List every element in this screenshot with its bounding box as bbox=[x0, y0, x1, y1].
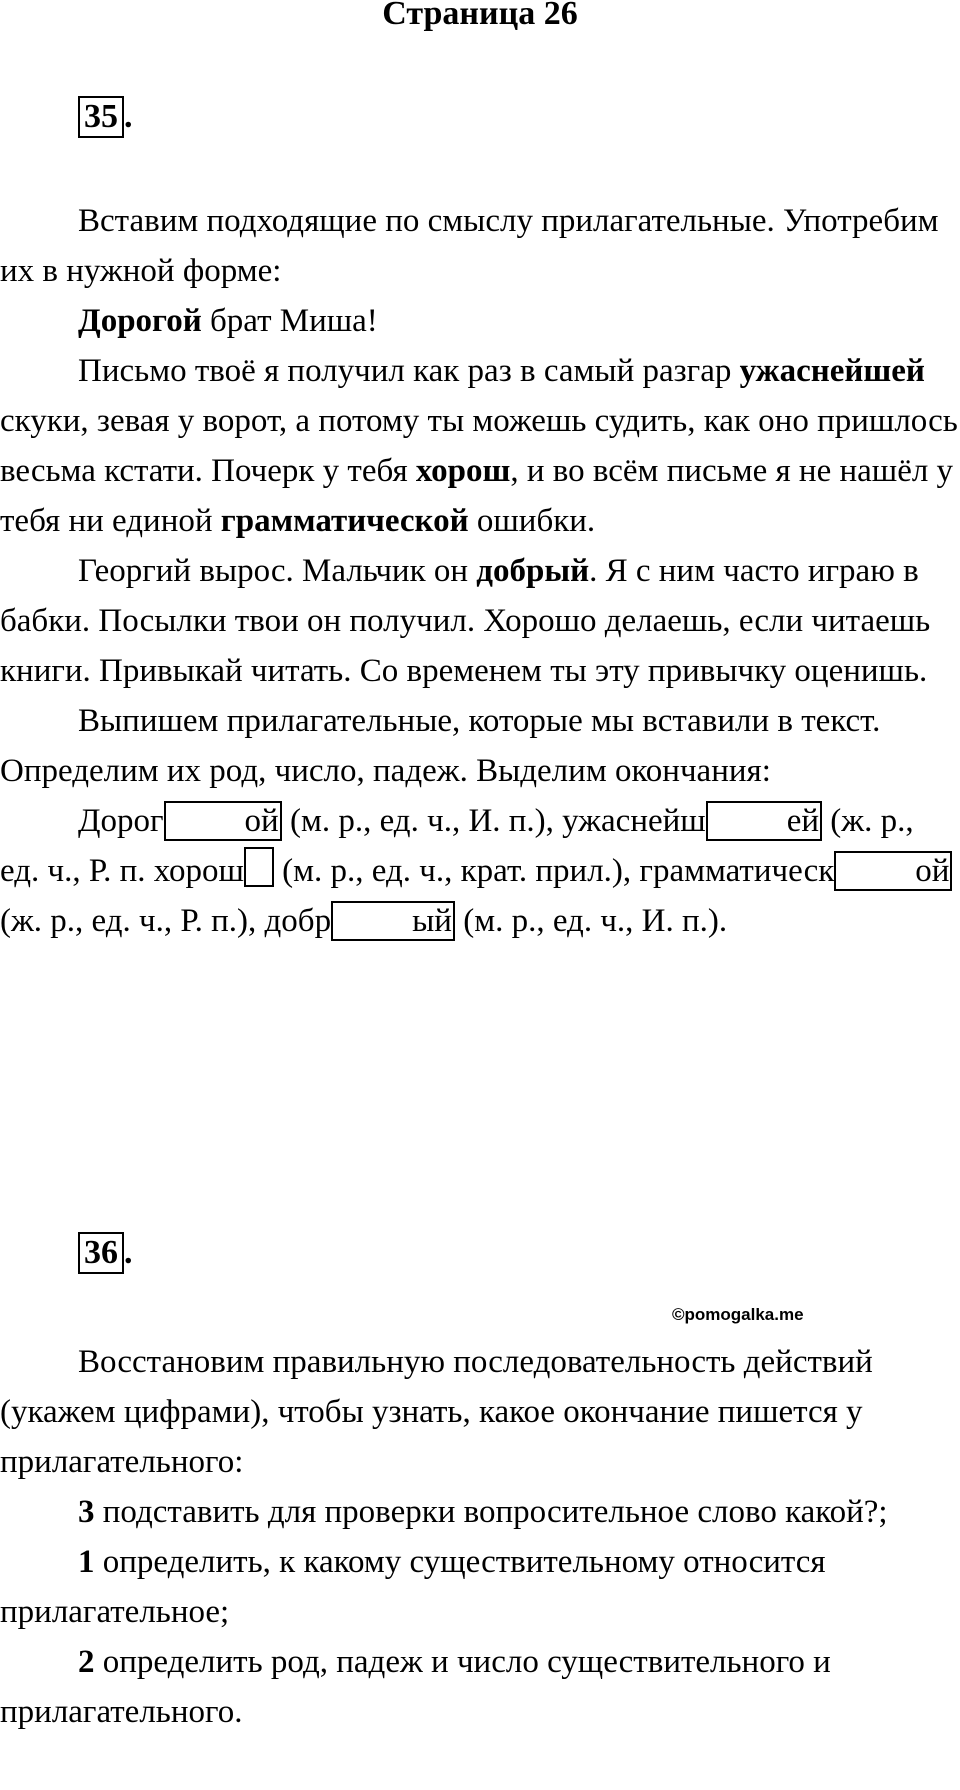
adjective-3: грамматической bbox=[220, 503, 469, 539]
adjective-4: добрый bbox=[476, 553, 590, 589]
task-number-35 bbox=[78, 96, 133, 138]
adjective-2: хорош bbox=[415, 453, 511, 489]
adjectives-analysis bbox=[0, 796, 958, 946]
greeting-adjective: Дорогой bbox=[78, 303, 202, 339]
step-text: определить, к какому существительному относится прилагательное; bbox=[0, 1544, 826, 1630]
text-span: ошибки. bbox=[468, 503, 596, 539]
grammar-info: (м. р., ед. ч., крат. прил.), bbox=[273, 853, 640, 889]
text-span: , и во всём письме я не нашёл у тебя ни единой bbox=[0, 453, 954, 539]
adjective-1: ужаснейшей bbox=[739, 353, 925, 389]
task-number-36 bbox=[78, 1232, 133, 1274]
text-span: скуки, зевая у ворот, а потому ты можешь судить, как оно пришлось весьма кстати. Почерк у тебя bbox=[0, 403, 958, 489]
ending-box: ой bbox=[834, 851, 952, 891]
step-number: 3 bbox=[78, 1494, 95, 1530]
text-span: . Я с ним часто играю в бабки. Посылки твои он получил. Хорошо делаешь, если читаешь книги. Привыкай читать. Со временем ты эту привычку оценишь. bbox=[0, 553, 931, 689]
task-36-intro: Восстановим правильную последовательность действий (укажем цифрами), чтобы узнать, какое окончание пишется у прилагательного: bbox=[0, 1344, 873, 1480]
ending-box: ой bbox=[164, 801, 282, 841]
step-item bbox=[0, 1537, 958, 1637]
step-number: 2 bbox=[78, 1644, 95, 1680]
text-span: Георгий вырос. Мальчик он bbox=[78, 553, 477, 589]
page-title: Страница 26 bbox=[382, 0, 578, 32]
task-36-text bbox=[0, 1337, 958, 1737]
grammar-info: (м. р., ед. ч., И. п.), bbox=[281, 803, 563, 839]
word-stem: ужаснейш bbox=[562, 803, 706, 839]
task-number-box: 35 bbox=[78, 96, 124, 138]
greeting-rest: брат Миша! bbox=[201, 303, 378, 339]
word-stem: добр bbox=[264, 903, 332, 939]
grammar-info: (ж. р., ед. ч., Р. п. bbox=[0, 803, 914, 889]
grammar-info: (м. р., ед. ч., И. п.). bbox=[454, 903, 728, 939]
letter-paragraph-1 bbox=[0, 346, 958, 546]
task-number-dot: . bbox=[124, 98, 133, 135]
task-number-dot: . bbox=[124, 1234, 133, 1271]
task-number-box: 36 bbox=[78, 1232, 124, 1274]
text-span: Письмо твоё я получил как раз в самый разгар bbox=[78, 353, 740, 389]
letter-paragraph-2 bbox=[0, 546, 958, 696]
task-35-text bbox=[0, 196, 958, 946]
task-35-intro: Вставим подходящие по смыслу прилагательные. Употребим их в нужной форме: bbox=[0, 203, 939, 289]
word-stem: Дорог bbox=[78, 803, 164, 839]
step-item bbox=[0, 1637, 958, 1737]
grammar-info: (ж. р., ед. ч., Р. п.), bbox=[0, 903, 265, 939]
ending-box: ей bbox=[706, 801, 822, 841]
step-number: 1 bbox=[78, 1544, 95, 1580]
empty-ending-box bbox=[244, 847, 274, 887]
step-text: подставить для проверки вопросительное слово какой?; bbox=[94, 1494, 888, 1530]
step-text: определить род, падеж и число существительного и прилагательного. bbox=[0, 1644, 831, 1730]
ending-box: ый bbox=[331, 901, 455, 941]
watermark: ©pomogalka.me bbox=[672, 1305, 804, 1324]
word-stem: хорош bbox=[153, 853, 244, 889]
word-stem: грамматическ bbox=[639, 853, 835, 889]
task-35-instruction: Выпишем прилагательные, которые мы вставили в текст. Определим их род, число, падеж. Выделим окончания: bbox=[0, 703, 881, 789]
step-item bbox=[0, 1487, 958, 1537]
letter-greeting bbox=[0, 296, 958, 346]
